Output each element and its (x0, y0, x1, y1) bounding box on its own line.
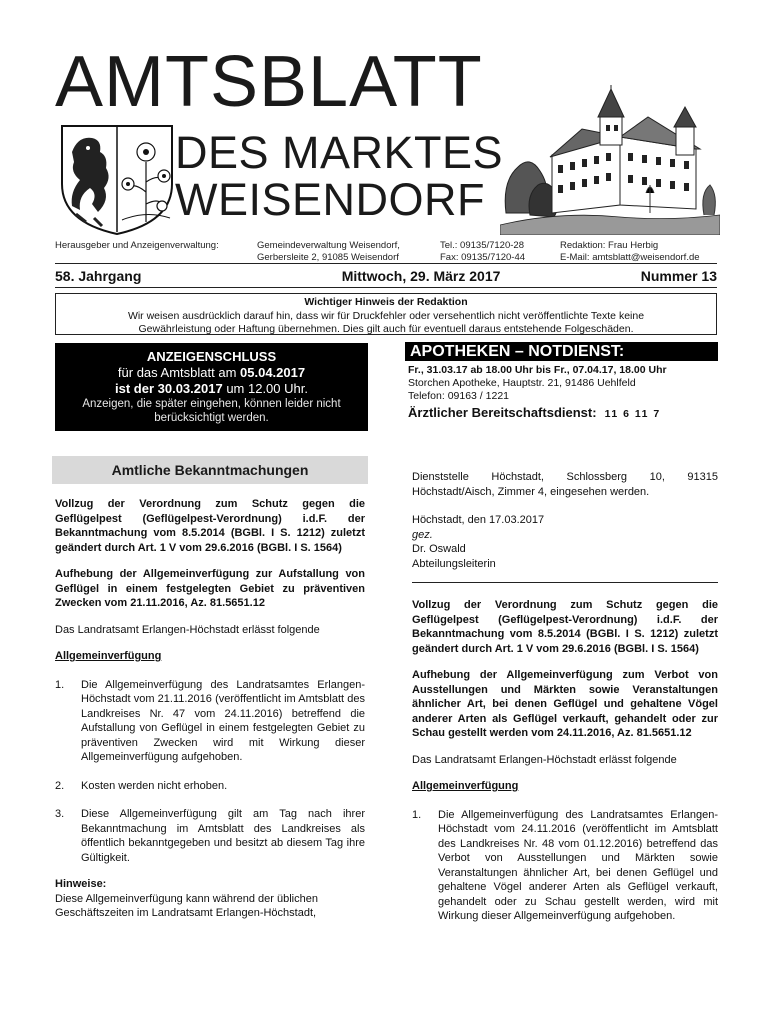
anzeigenschluss-time: um 12.00 Uhr. (222, 381, 308, 396)
list-number: 1. (55, 678, 65, 691)
list-number: 1. (412, 808, 422, 821)
anzeigenschluss-date: 05.04.2017 (240, 365, 306, 380)
bereitschaftsdienst-label: Ärztlicher Bereitschaftsdienst: (408, 405, 597, 420)
publisher-org-line1: Gemeindeverwaltung Weisendorf, (257, 240, 400, 251)
bereitschaftsdienst (408, 405, 661, 420)
left-hinweise-text: Diese Allgemeinverfügung kann während der üblichen Geschäftszeiten im Landratsamt Erlangen-Höchstadt, (55, 892, 318, 919)
publisher-fax: Fax: 09135/7120-44 (440, 252, 526, 263)
issue-jahrgang: 58. Jahrgang (55, 268, 142, 284)
right-aufhebung-heading: Aufhebung der Allgemeinverfügung zum Verbot von Ausstellungen und Märkten sowie Veranstaltungen ähnlicher Art, bei denen Geflügel und gehaltene Vögel anderer Arten als Geflügel verkauft, gehandelt oder zur Schau gestellt werden vom 24.11.2016, Az. 81.5651.12 (412, 669, 718, 739)
apotheken-phone: Telefon: 09163 / 1221 (408, 390, 510, 402)
right-column-top (412, 470, 718, 571)
issue-number: Nummer 13 (640, 268, 717, 284)
left-intro: Das Landratsamt Erlangen-Höchstadt erlässt folgende (55, 623, 320, 636)
left-aufhebung-heading: Aufhebung der Allgemeinverfügung zur Aufstallung von Geflügel in einem festgelegten Gebiet zu präventiven Zwecken vom 21.11.2016, Az. 81.5651.12 (55, 568, 365, 609)
apotheken-period: Fr., 31.03.17 ab 18.00 Uhr bis Fr., 07.04.17, 18.00 Uhr (408, 364, 667, 376)
publisher-redaktion (560, 240, 700, 264)
left-list-item-3 (55, 807, 365, 865)
anzeigenschluss-line3: Anzeigen, die später eingehen, können leider nicht (82, 398, 341, 410)
publisher-label: Herausgeber und Anzeigenverwaltung: (55, 240, 219, 251)
coat-of-arms-emblem (58, 122, 176, 236)
right-column-separator (412, 582, 718, 583)
publisher-redaktion-name: Redaktion: Frau Herbig (560, 240, 659, 251)
left-list-item-1 (55, 678, 365, 765)
issue-info-row (55, 268, 717, 284)
masthead-subtitle-line1: DES MARKTES (175, 127, 504, 178)
notice-line2: Gewährleistung oder Haftung übernehmen. Dies gilt auch für eventuell daraus entstehende Folgeschäden. (138, 323, 634, 335)
anzeigenschluss-deadline: ist der 30.03.2017 (115, 381, 223, 396)
apotheken-pharmacy: Storchen Apotheke, Hauptstr. 21, 91486 Uehlfeld (408, 377, 636, 389)
anzeigenschluss-line2 (55, 381, 368, 397)
right-column-bottom (412, 598, 718, 924)
editorial-notice-box (55, 293, 717, 335)
right-signatory-name: Dr. Oswald (412, 543, 466, 555)
masthead-title: AMTSBLATT (55, 42, 483, 122)
publisher-org-line2: Gerbersleite 2, 91085 Weisendorf (257, 252, 399, 263)
header-rule-bottom (55, 287, 717, 288)
right-gez: gez. (412, 528, 433, 541)
right-intro: Das Landratsamt Erlangen-Höchstadt erlässt folgende (412, 753, 677, 766)
notice-line1: Wir weisen ausdrücklich darauf hin, dass wir für Druckfehler oder versehentlich nicht veröffentlichte Texte keine (127, 309, 645, 322)
left-vollzug-heading: Vollzug der Verordnung zum Schutz gegen die Geflügelpest (Geflügelpest-Verordnung) i.d.F. der Bekanntmachung vom 8.5.2014 (BGBl. I S. 1212) zuletzt geändert durch Art. 1 V vom 29.6.2016 (BGBl. I S. 1564) (55, 498, 365, 554)
apotheken-details (408, 364, 718, 403)
list-text: Kosten werden nicht erhoben. (81, 779, 228, 792)
left-list-item-2 (55, 779, 365, 794)
publisher-tel: Tel.: 09135/7120-28 (440, 240, 524, 251)
right-allgemeinverfuegung: Allgemeinverfügung (412, 780, 519, 792)
anzeigenschluss-line1 (55, 365, 368, 381)
left-column (55, 497, 365, 921)
list-text: Diese Allgemeinverfügung gilt am Tag nach ihrer Bekanntmachung im Amtsblatt des Landkreises als öffentlich bekanntgegeben und besitzt ab diesem Tag ihre Gültigkeit. (81, 808, 365, 864)
right-vollzug-heading: Vollzug der Verordnung zum Schutz gegen die Geflügelpest (Geflügelpest-Verordnung) i.d.F. der Bekanntmachung vom 8.5.2014 (BGBl. I S. 1212) zuletzt geändert durch Art. 1 V vom 29.6.2016 (BGBl. I S. 1564) (412, 599, 718, 655)
list-number: 2. (55, 779, 65, 792)
left-allgemeinverfuegung: Allgemeinverfügung (55, 650, 162, 662)
publisher-contact (440, 240, 525, 264)
anzeigenschluss-line1-text: für das Amtsblatt am (117, 365, 241, 380)
section-heading-amtliche: Amtliche Bekanntmachungen (52, 456, 368, 484)
right-list-item-1 (412, 808, 718, 924)
right-signatory-role: Abteilungsleiterin (412, 557, 496, 570)
bereitschaftsdienst-number: 11 6 11 7 (604, 408, 661, 420)
anzeigenschluss-heading: ANZEIGENSCHLUSS (146, 349, 277, 364)
masthead-subtitle-line2: WEISENDORF (175, 174, 486, 225)
header-rule-top (55, 263, 717, 264)
list-text: Die Allgemeinverfügung des Landratsamtes Erlangen-Höchstadt vom 21.11.2016 (veröffentlicht im Amtsblatt des Landkreises Nr. 47 vom 24.11.2016) betreffend die Aufstallung von Geflügel in einem festgelegten Gebiet zu präventiven Zwecken wird mit Wirkung dieser Allgemeinverfügung aufgehoben. (81, 678, 365, 763)
right-place-date: Höchstadt, den 17.03.2017 (412, 514, 545, 526)
left-hinweise-label: Hinweise: (55, 878, 107, 890)
issue-date: Mittwoch, 29. März 2017 (341, 268, 501, 284)
anzeigenschluss-box (55, 343, 368, 431)
list-text: Die Allgemeinverfügung des Landratsamtes Erlangen-Höchstadt vom 24.11.2016 (veröffentlicht im Amtsblatt des Landkreises Nr. 48 vom 01.12.2016) betreffend das Verbot von Ausstellungen und Märkten sowie Veranstaltungen ähnlicher Art, bei denen Geflügel und gehaltene Vögel anderer Arten als Geflügel verkauft, gehandelt oder zu Schau gestellt werden, wird mit Wirkung dieser Allgemeinverfügung aufgehoben. (438, 808, 718, 922)
publisher-email: E-Mail: amtsblatt@weisendorf.de (560, 252, 700, 263)
apotheken-heading: APOTHEKEN – NOTDIENST: (405, 342, 718, 361)
list-number: 3. (55, 808, 65, 820)
anzeigenschluss-line4: berücksichtigt werden. (154, 412, 269, 424)
right-dienststelle: Dienststelle Höchstadt, Schlossberg 10, 91315 Höchstadt/Aisch, Zimmer 4, eingesehen werden. (412, 471, 718, 498)
publisher-org (257, 240, 400, 264)
palace-illustration (500, 85, 720, 235)
notice-heading: Wichtiger Hinweis der Redaktion (304, 296, 468, 308)
